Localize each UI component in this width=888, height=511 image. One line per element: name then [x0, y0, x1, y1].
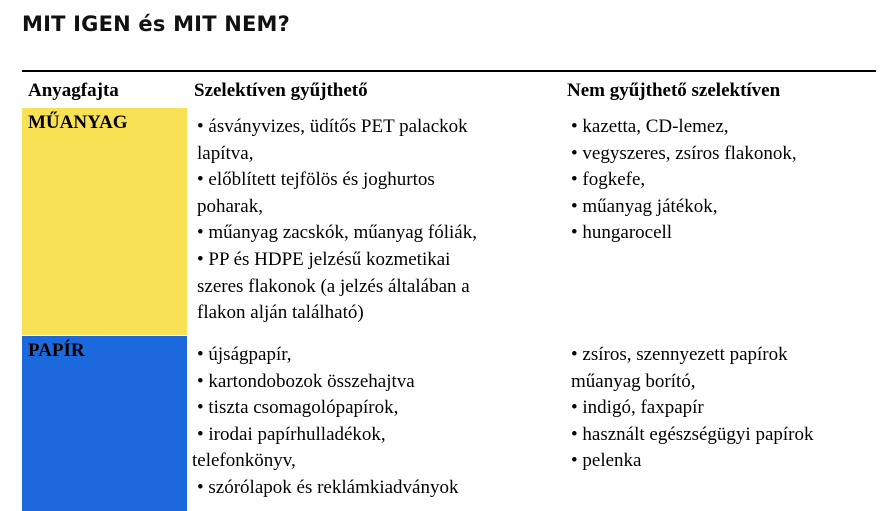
list-item: • ásványvizes, üdítős PET palackok — [197, 116, 468, 137]
list-item: flakon alján található) — [197, 302, 364, 324]
list-item: • irodai papírhulladékok, — [197, 423, 386, 445]
list-item: műanyag borító, — [571, 370, 696, 392]
collectable-list-muanyag — [192, 114, 564, 327]
list-item: • indigó, faxpapír — [571, 397, 704, 419]
list-item: • vegyszeres, zsíros flakonok, — [571, 142, 797, 164]
category-label-papir: PAPÍR — [28, 340, 85, 361]
list-item: • hungarocell — [571, 222, 673, 244]
not-collectable-list-muanyag — [566, 114, 876, 247]
list-item: • kazetta, CD-lemez, — [571, 116, 729, 137]
not-collectable-list-papir — [566, 342, 876, 475]
list-item: • szórólapok és reklámkiadványok — [197, 476, 459, 498]
list-item: • fogkefe, — [571, 169, 646, 191]
list-item: • műanyag zacskók, műanyag fóliák, — [197, 222, 477, 244]
list-item: • tiszta csomagolópapírok, — [197, 397, 399, 419]
list-item: • előblített tejfölös és joghurtos — [197, 169, 435, 191]
list-item: lapítva, — [197, 142, 254, 164]
column-header-collectable: Szelektíven gyűjthető — [194, 80, 368, 101]
collectable-list-papir — [192, 342, 564, 502]
list-item: szeres flakonok (a jelzés általában a — [197, 275, 470, 297]
list-item: • újságpapír, — [197, 344, 292, 365]
category-label-muanyag: MŰANYAG — [28, 112, 128, 133]
list-item: • pelenka — [571, 450, 642, 472]
category-cell-papir — [22, 336, 187, 511]
list-item: poharak, — [197, 195, 263, 217]
list-item: • használt egészségügyi papírok — [571, 423, 814, 445]
column-header-not-collectable: Nem gyűjthető szelektíven — [567, 80, 781, 101]
category-cell-muanyag — [22, 108, 187, 335]
page-heading: MIT IGEN és MIT NEM? — [22, 12, 291, 36]
list-item: • kartondobozok összehajtva — [197, 370, 415, 392]
list-item: • műanyag játékok, — [571, 195, 718, 217]
list-item: telefonkönyv, — [192, 450, 296, 472]
column-header-material: Anyagfajta — [28, 80, 119, 101]
list-item: • PP és HDPE jelzésű kozmetikai — [197, 248, 451, 270]
list-item: • zsíros, szennyezett papírok — [571, 344, 788, 365]
recycling-table — [22, 70, 876, 511]
